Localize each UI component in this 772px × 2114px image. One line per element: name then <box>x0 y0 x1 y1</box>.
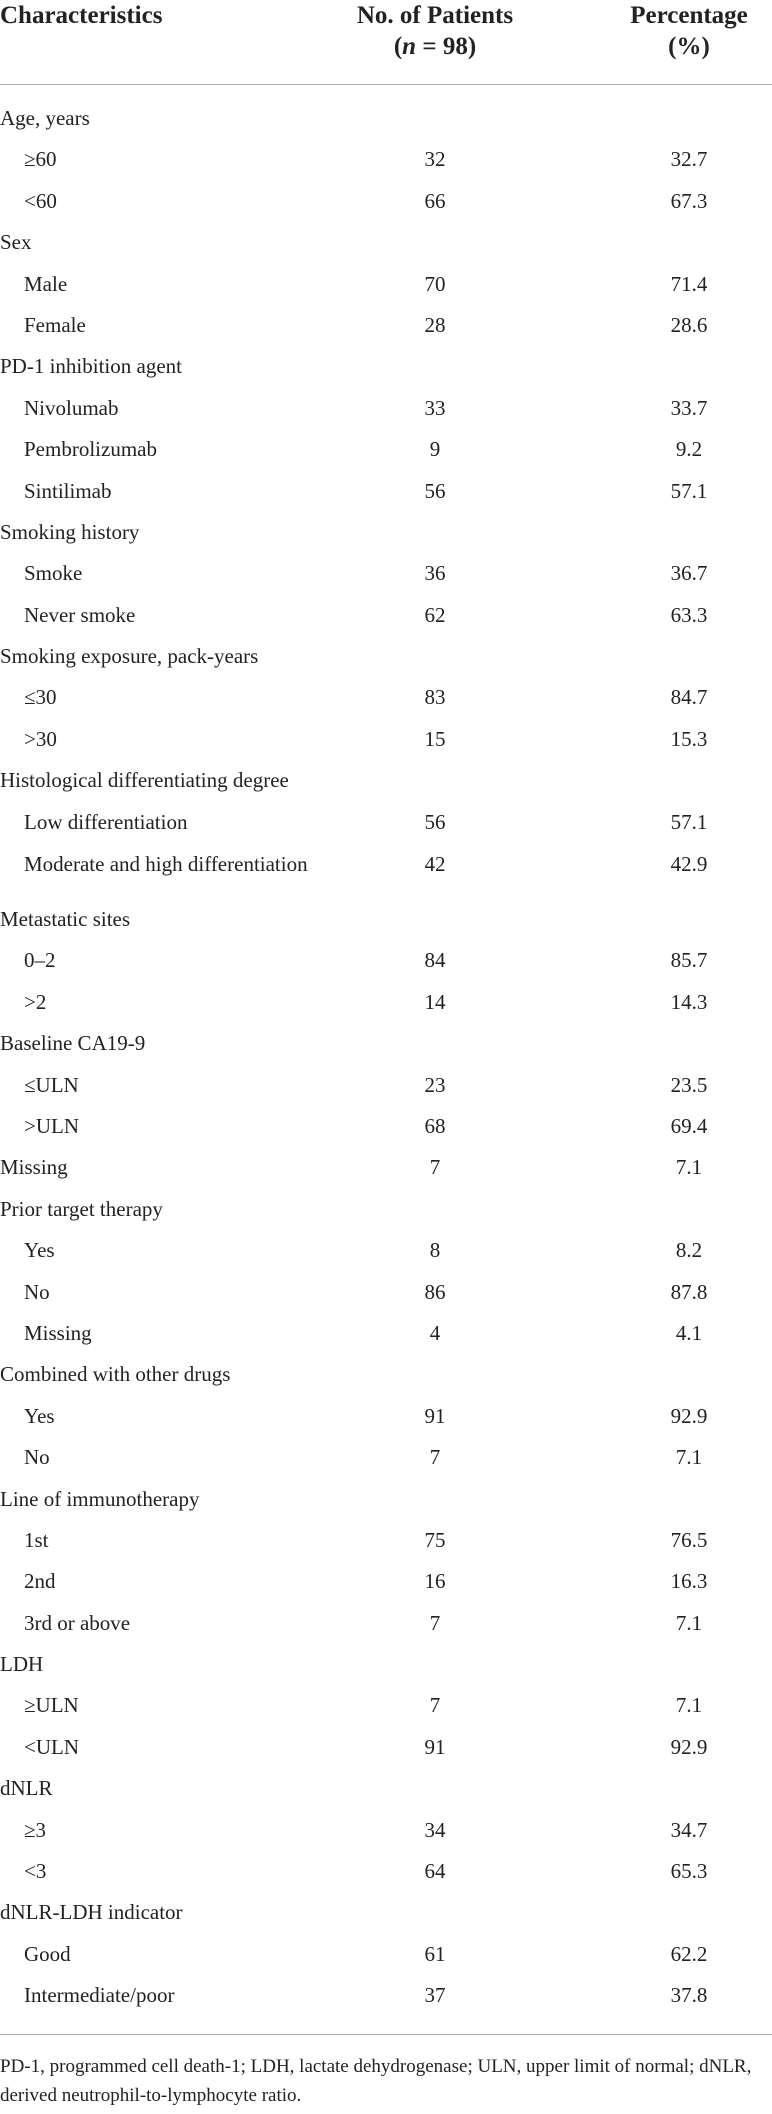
row-percentage: 16.3 <box>670 1569 708 1594</box>
header-characteristics: Characteristics <box>0 2 163 29</box>
row-characteristic: ≤ULN <box>24 1072 79 1097</box>
row-patient-count: 14 <box>424 989 446 1014</box>
row-characteristic: Female <box>24 312 86 337</box>
table-row <box>0 429 772 470</box>
table-row <box>0 636 772 677</box>
row-characteristic: Nivolumab <box>24 395 119 420</box>
table-row <box>0 1768 772 1809</box>
row-patient-count: 7 <box>429 1693 441 1718</box>
table-row <box>0 512 772 553</box>
header-patients-line2: = 98) <box>416 33 477 60</box>
table-body <box>0 98 772 2017</box>
row-percentage: 9.2 <box>675 437 703 462</box>
table-row <box>0 760 772 801</box>
row-percentage: 57.1 <box>670 478 708 503</box>
table-row <box>0 899 772 940</box>
row-characteristic: 1st <box>24 1527 49 1552</box>
table-row <box>0 1106 772 1147</box>
table-row <box>0 98 772 139</box>
row-characteristic: No <box>24 1445 50 1470</box>
row-patient-count: 75 <box>424 1527 446 1552</box>
row-characteristic: ≤30 <box>24 685 57 710</box>
row-characteristic: Never smoke <box>24 602 136 627</box>
row-characteristic: Baseline CA19-9 <box>0 1031 146 1056</box>
row-percentage: 33.7 <box>670 395 708 420</box>
row-characteristic: >ULN <box>24 1113 80 1138</box>
row-percentage: 92.9 <box>670 1734 708 1759</box>
table-row <box>0 1520 772 1561</box>
row-percentage: 7.1 <box>675 1693 703 1718</box>
table-row <box>0 982 772 1023</box>
table-row <box>0 843 772 899</box>
row-patient-count: 86 <box>424 1279 446 1304</box>
row-characteristic: <ULN <box>24 1734 80 1759</box>
table-row <box>0 553 772 594</box>
row-percentage: 85.7 <box>670 948 708 973</box>
row-percentage: 65.3 <box>670 1859 708 1884</box>
row-characteristic: Intermediate/poor <box>24 1983 175 2008</box>
table-row <box>0 1230 772 1271</box>
table-row <box>0 139 772 180</box>
row-characteristic: Missing <box>24 1320 92 1345</box>
row-patient-count: 7 <box>429 1610 441 1635</box>
table-row <box>0 1437 772 1478</box>
row-characteristic: Sex <box>0 230 32 255</box>
table-row <box>0 1272 772 1313</box>
table-row <box>0 595 772 636</box>
row-patient-count: 7 <box>429 1155 441 1180</box>
row-percentage: 14.3 <box>670 989 708 1014</box>
row-patient-count: 61 <box>424 1941 446 1966</box>
table-row <box>0 1561 772 1602</box>
row-characteristic: ≥3 <box>24 1817 47 1842</box>
table-row <box>0 1685 772 1726</box>
row-patient-count: 42 <box>424 852 446 877</box>
row-percentage: 34.7 <box>670 1817 708 1842</box>
row-patient-count: 34 <box>424 1817 446 1842</box>
row-characteristic: Age, years <box>0 106 90 130</box>
row-characteristic: Moderate and high differentiation <box>24 852 308 877</box>
row-percentage: 4.1 <box>675 1320 703 1345</box>
row-characteristic: LDH <box>0 1652 44 1677</box>
table-row <box>0 305 772 346</box>
table-row <box>0 1479 772 1520</box>
row-patient-count: 56 <box>424 809 446 834</box>
table-row <box>0 1892 772 1933</box>
row-patient-count: 16 <box>424 1569 446 1594</box>
row-characteristic: Sintilimab <box>24 478 112 503</box>
row-percentage: 87.8 <box>670 1279 708 1304</box>
row-characteristic: dNLR-LDH indicator <box>0 1900 183 1925</box>
table-row <box>0 346 772 387</box>
table-row <box>0 1603 772 1644</box>
table-row <box>0 1065 772 1106</box>
row-percentage: 7.1 <box>675 1155 703 1180</box>
header-patients-n: n <box>402 33 417 60</box>
row-characteristic: Smoke <box>24 561 83 586</box>
row-characteristic: ≥ULN <box>24 1693 79 1718</box>
row-characteristic: Pembrolizumab <box>24 437 157 462</box>
row-patient-count: 64 <box>424 1859 446 1884</box>
row-percentage: 36.7 <box>670 561 708 586</box>
row-patient-count: 8 <box>429 1238 441 1263</box>
row-characteristic: Yes <box>24 1403 55 1428</box>
row-patient-count: 33 <box>424 395 446 420</box>
row-characteristic: Combined with other drugs <box>0 1362 231 1387</box>
row-characteristic: Yes <box>24 1238 55 1263</box>
table-footnote: PD-1, programmed cell death-1; LDH, lactate dehydrogenase; ULN, upper limit of normal; dNLR, derived neutrophil-to-lymphocyte ratio. <box>0 2056 752 2106</box>
table-row <box>0 1023 772 1064</box>
row-characteristic: ≥60 <box>24 147 57 172</box>
header-percentage-line2: (%) <box>668 33 710 60</box>
row-characteristic: Metastatic sites <box>0 907 131 932</box>
row-patient-count: 70 <box>424 271 446 296</box>
header-percentage <box>614 0 764 62</box>
table-header <box>0 0 772 86</box>
row-percentage: 92.9 <box>670 1403 708 1428</box>
footer-rule <box>0 2034 772 2035</box>
table-row <box>0 1810 772 1851</box>
row-characteristic: 0–2 <box>24 948 56 973</box>
row-patient-count: 32 <box>424 147 446 172</box>
table-row <box>0 1189 772 1230</box>
row-characteristic: Smoking history <box>0 519 140 544</box>
table-row <box>0 1727 772 1768</box>
row-characteristic: Male <box>24 271 68 296</box>
row-percentage: 15.3 <box>670 726 708 751</box>
row-characteristic: Good <box>24 1941 71 1966</box>
row-percentage: 67.3 <box>670 188 708 213</box>
row-characteristic: dNLR <box>0 1776 53 1801</box>
row-patient-count: 7 <box>429 1445 441 1470</box>
row-percentage: 76.5 <box>670 1527 708 1552</box>
row-percentage: 62.2 <box>670 1941 708 1966</box>
row-percentage: 7.1 <box>675 1445 703 1470</box>
row-patient-count: 68 <box>424 1113 446 1138</box>
table-row <box>0 1147 772 1188</box>
row-patient-count: 84 <box>424 948 446 973</box>
table-row <box>0 719 772 760</box>
row-patient-count: 23 <box>424 1072 446 1097</box>
row-characteristic: Line of immunotherapy <box>0 1486 200 1511</box>
table-row <box>0 388 772 429</box>
row-percentage: 8.2 <box>675 1238 703 1263</box>
row-characteristic: Missing <box>0 1155 68 1180</box>
table-row <box>0 181 772 222</box>
row-characteristic: <60 <box>24 188 57 213</box>
table-row <box>0 1851 772 1892</box>
row-percentage: 28.6 <box>670 312 708 337</box>
row-percentage: 84.7 <box>670 685 708 710</box>
row-percentage: 7.1 <box>675 1610 703 1635</box>
row-patient-count: 37 <box>424 1983 446 2008</box>
row-characteristic: >30 <box>24 726 57 751</box>
row-patient-count: 62 <box>424 602 446 627</box>
row-percentage: 69.4 <box>670 1113 708 1138</box>
table-row <box>0 1354 772 1395</box>
row-characteristic: <3 <box>24 1859 47 1884</box>
row-characteristic: PD-1 inhibition agent <box>0 354 182 379</box>
row-patient-count: 56 <box>424 478 446 503</box>
row-characteristic: Histological differentiating degree <box>0 768 289 793</box>
row-percentage: 71.4 <box>670 271 708 296</box>
header-rule <box>0 84 772 85</box>
row-percentage: 63.3 <box>670 602 708 627</box>
row-characteristic: 3rd or above <box>24 1610 131 1635</box>
row-characteristic: 2nd <box>24 1569 56 1594</box>
table-row <box>0 1644 772 1685</box>
row-patient-count: 28 <box>424 312 446 337</box>
row-percentage: 42.9 <box>670 852 708 877</box>
table-row <box>0 1396 772 1437</box>
row-characteristic: No <box>24 1279 50 1304</box>
header-patients: No. of Patients (n = 98) <box>356 2 514 60</box>
row-percentage: 37.8 <box>670 1983 708 2008</box>
table-row <box>0 264 772 305</box>
table-row <box>0 940 772 981</box>
row-characteristic: Prior target therapy <box>0 1196 163 1221</box>
table-row <box>0 471 772 512</box>
row-percentage: 57.1 <box>670 809 708 834</box>
row-patient-count: 4 <box>429 1320 441 1345</box>
table-row <box>0 802 772 843</box>
row-characteristic: Low differentiation <box>24 809 188 834</box>
row-percentage: 23.5 <box>670 1072 708 1097</box>
row-patient-count: 36 <box>424 561 446 586</box>
header-patients-line1: No. of Patients <box>356 2 514 29</box>
table-row <box>0 677 772 718</box>
table-row <box>0 1975 772 2016</box>
table-row <box>0 1313 772 1354</box>
row-patient-count: 91 <box>424 1734 446 1759</box>
table-row <box>0 1934 772 1975</box>
row-patient-count: 9 <box>429 437 441 462</box>
row-patient-count: 15 <box>424 726 446 751</box>
row-percentage: 32.7 <box>670 147 708 172</box>
row-patient-count: 66 <box>424 188 446 213</box>
row-patient-count: 91 <box>424 1403 446 1428</box>
row-patient-count: 83 <box>424 685 446 710</box>
row-characteristic: >2 <box>24 989 47 1014</box>
table-row <box>0 222 772 263</box>
header-percentage-line1: Percentage <box>630 2 748 29</box>
row-characteristic: Smoking exposure, pack-years <box>0 644 259 669</box>
